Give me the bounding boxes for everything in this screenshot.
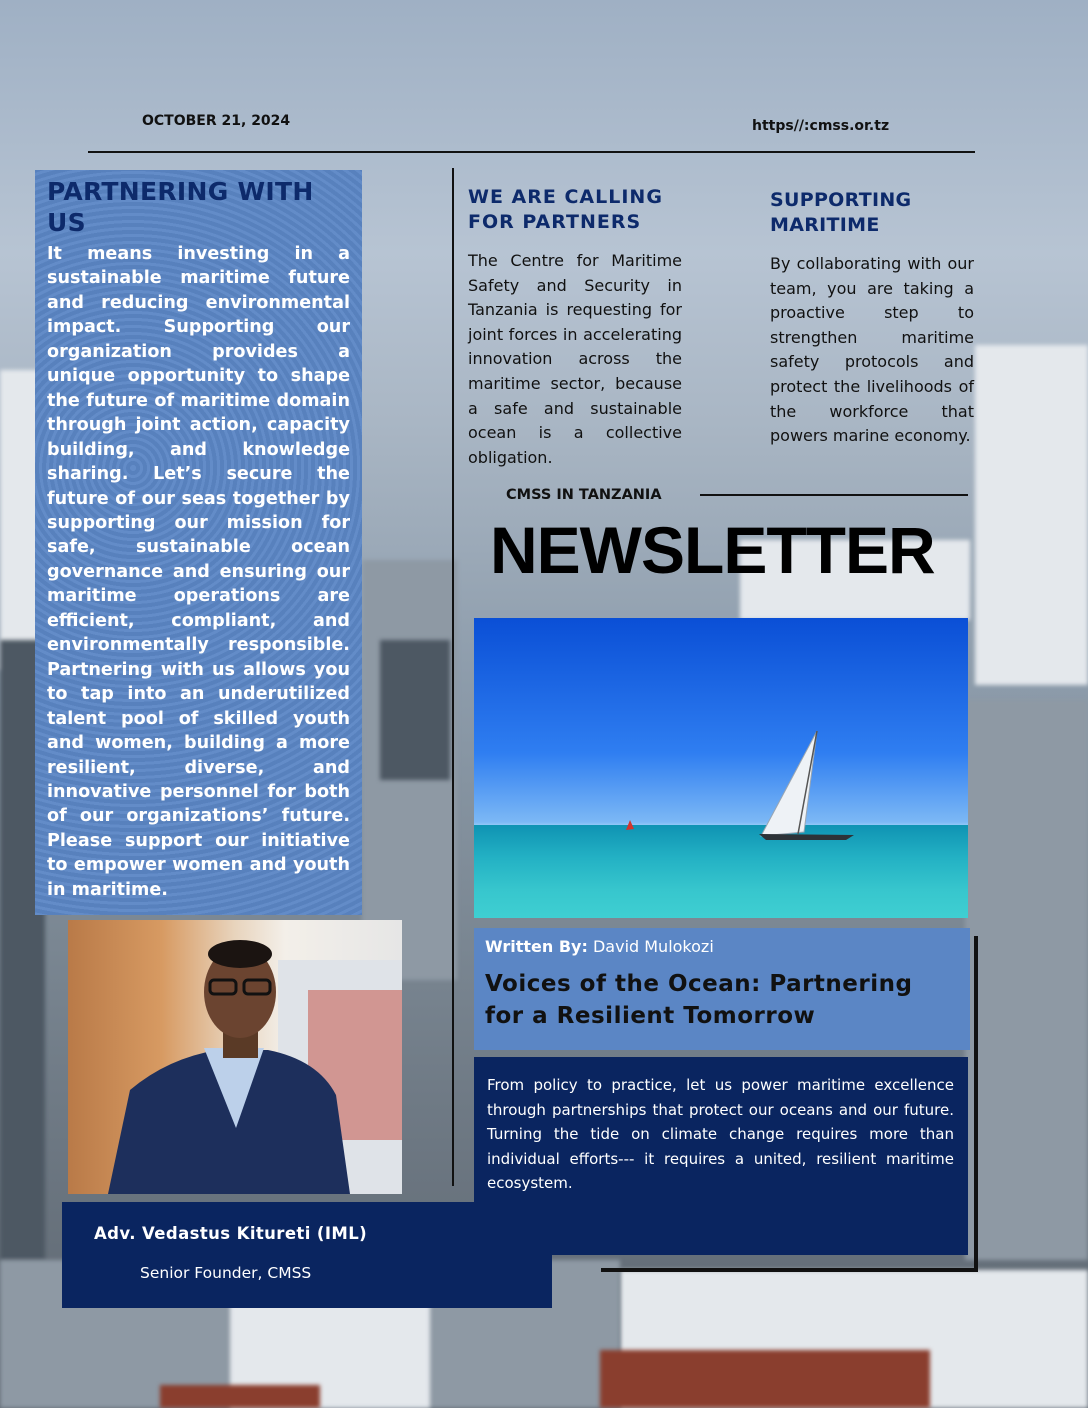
- website-url[interactable]: https//:cmss.or.tz: [752, 118, 890, 134]
- frame-corner-horizontal: [601, 1268, 978, 1272]
- profile-name: Adv. Vedastus Kitureti (IML): [94, 1224, 368, 1243]
- masthead-kicker: CMSS IN TANZANIA: [506, 487, 662, 503]
- calling-title: WE ARE CALLING FOR PARTNERS: [468, 186, 663, 233]
- calling-body: The Centre for Maritime Safety and Security in Tanzania is requesting for joint forces in accelerating innovation across the maritime sector, because a safe and sustainable ocean is a collective obligation.: [468, 251, 682, 467]
- sailboat-photo: [474, 618, 968, 918]
- column-divider: [452, 168, 454, 1186]
- issue-date: OCTOBER 21, 2024: [142, 113, 291, 129]
- person-portrait-icon: [68, 920, 402, 1194]
- supporting-body: By collaborating with our team, you are taking a proactive step to strengthen maritime safety protocols and protect the livelihoods of the workforce that powers marine economy.: [770, 254, 974, 446]
- frame-corner-vertical: [974, 936, 978, 1272]
- profile-caption-panel: [62, 1202, 552, 1308]
- article-title: Voices of the Ocean: Partnering for a Resilient Tomorrow: [485, 971, 913, 1029]
- article-summary: From policy to practice, let us power maritime excellence through partnerships that protect our oceans and our future. Turning the tide on climate change requires more than individual efforts--- it requires a united, resilient maritime ecosystem.: [487, 1076, 954, 1193]
- byline-label: Written By:: [485, 937, 588, 956]
- profile-photo: [68, 920, 402, 1194]
- author-name: David Mulokozi: [592, 937, 714, 956]
- partnering-body: It means investing in a sustainable maritime future and reducing environmental impact. Supporting our organization provides a unique opportunity to shape the future of maritime domain through joint action, capacity building, and knowledge sharing. Let’s secure the future of our seas together by supporting our mission for safe, sustainable ocean governance and ensuring our maritime operations are efficient, compliant, and environmentally responsible. Partnering with us allows you to tap into an underutilized talent pool of skilled youth and women, building a more resilient, diverse, and innovative personnel for both of our organizations’ future. Please support our initiative to empower women and youth in maritime.: [47, 244, 350, 900]
- sailboat-icon: [474, 618, 968, 918]
- supporting-title: SUPPORTING MARITIME: [770, 189, 912, 236]
- masthead-rule: [700, 494, 968, 496]
- header-divider: [88, 151, 975, 153]
- masthead-title: NEWSLETTER: [490, 513, 935, 587]
- partnering-panel: [35, 170, 362, 915]
- profile-role: Senior Founder, CMSS: [140, 1264, 312, 1282]
- partnering-title: PARTNERING WITH US: [47, 177, 314, 237]
- byline: [485, 937, 714, 956]
